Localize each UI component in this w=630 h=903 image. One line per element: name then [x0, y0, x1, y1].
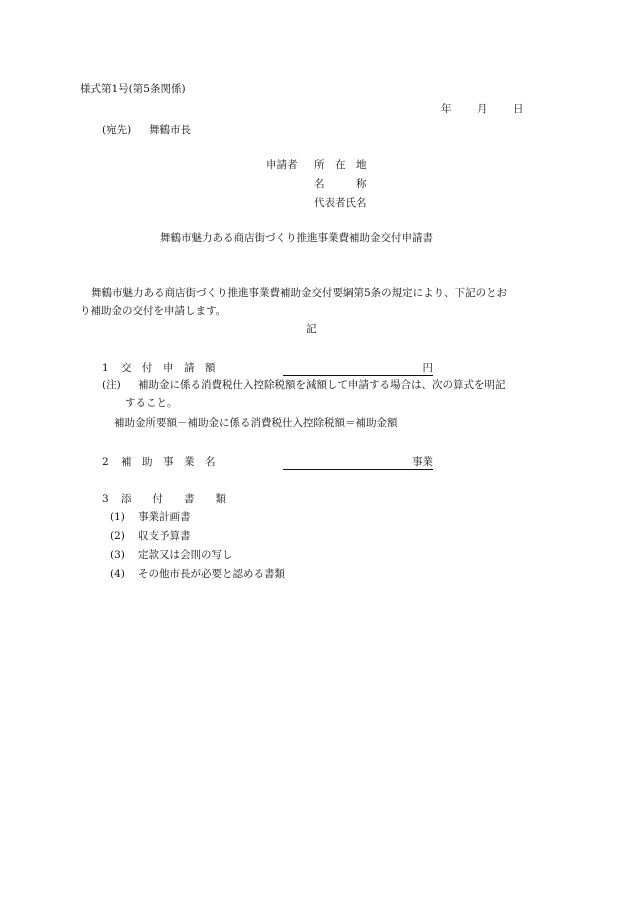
amount-unit: 円 [422, 362, 433, 374]
document-title: 舞鶴市魅力ある商店街づくり推進事業費補助金交付申請書 [160, 232, 433, 244]
intro-line-2: り補助金の交付を申請します。 [80, 305, 227, 317]
form-number: 様式第1号(第5条関係) [80, 83, 186, 95]
item2-label: 補 助 事 業 名 [121, 456, 216, 468]
note-prefix: (注) [102, 379, 121, 391]
item1-number: 1 [102, 362, 109, 374]
item3-label: 添 付 書 類 [121, 493, 226, 505]
project-name-field [283, 455, 433, 470]
project-suffix: 事業 [412, 456, 433, 468]
date-month: 月 [477, 103, 488, 115]
doc-3-text: 定款又は会則の写し [138, 549, 233, 561]
doc-1-text: 事業計画書 [138, 511, 191, 523]
intro-line-1: 舞鶴市魅力ある商店街づくり推進事業費補助金交付要綱第5条の規定により、下記のとお [91, 287, 508, 299]
doc-4-number: (4) [110, 568, 125, 580]
doc-2-number: (2) [110, 530, 125, 542]
doc-4-text: その他市長が必要と認める書類 [138, 568, 285, 580]
date-day: 日 [513, 103, 524, 115]
doc-2-text: 収支予算書 [138, 530, 191, 542]
item2-number: 2 [102, 456, 109, 468]
addressee-name: 舞鶴市長 [149, 124, 191, 136]
note-line-2: すること。 [125, 397, 178, 409]
applicant-representative: 代表者氏名 [314, 197, 367, 209]
formula: 補助金所要額－補助金に係る消費税仕入控除税額＝補助金額 [114, 417, 398, 429]
item1-label: 交 付 申 請 額 [121, 362, 216, 374]
applicant-label: 申請者 [266, 159, 298, 171]
applicant-name: 名 称 [314, 178, 367, 190]
amount-field [283, 361, 433, 376]
note-line-1: 補助金に係る消費税仕入控除税額を減額して申請する場合は、次の算式を明記 [138, 379, 506, 391]
addressee-prefix: (宛先) [102, 124, 132, 136]
doc-1-number: (1) [110, 511, 125, 523]
applicant-address: 所 在 地 [314, 159, 367, 171]
item3-number: 3 [102, 493, 109, 505]
date-year: 年 [441, 103, 452, 115]
ki-heading: 記 [306, 323, 317, 335]
doc-3-number: (3) [110, 549, 125, 561]
